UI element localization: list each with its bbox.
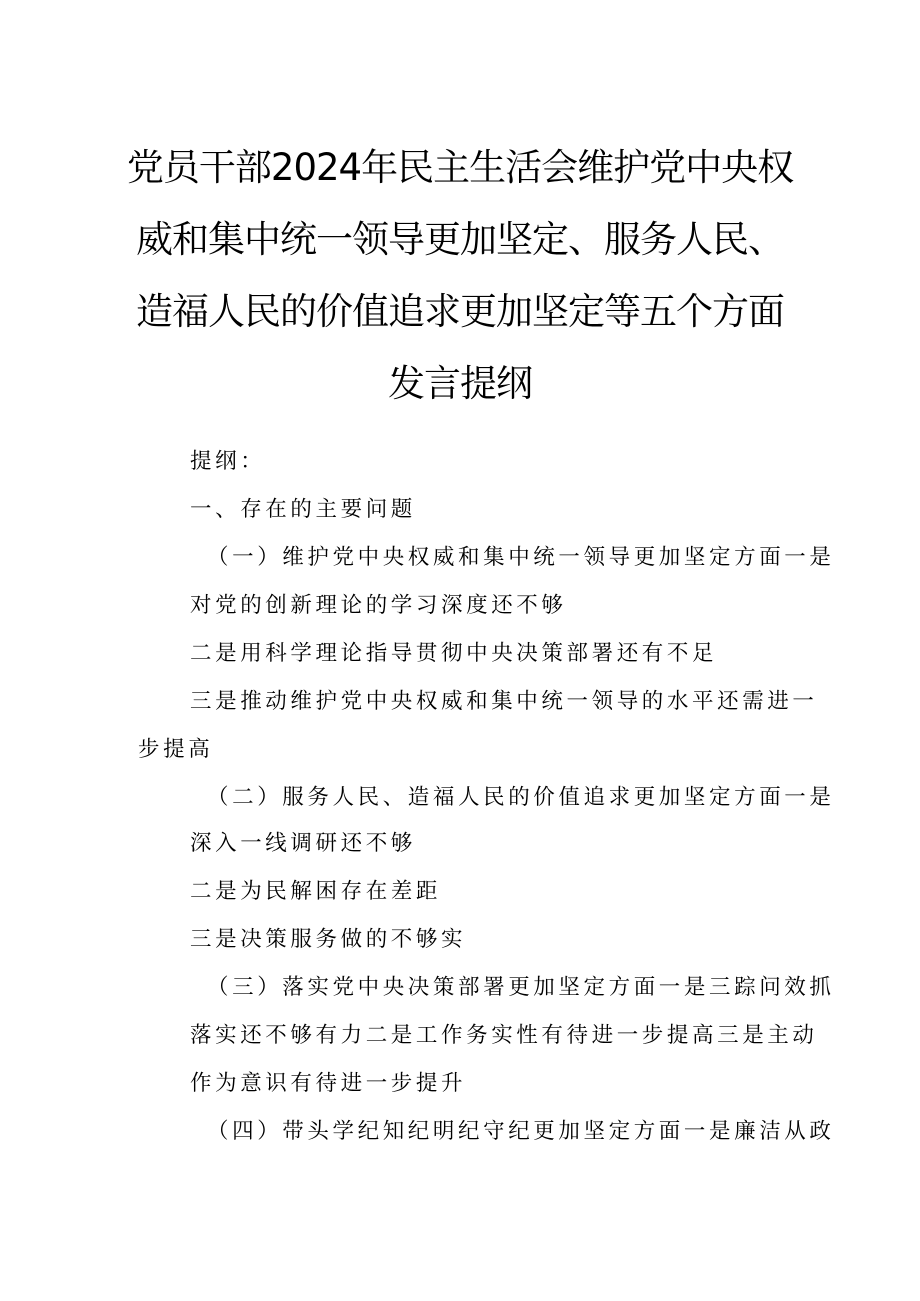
- text-line: 三是推动维护党中央权威和集中统一领导的水平还需进一: [190, 689, 818, 714]
- text-line: 二是用科学理论指导贯彻中央决策部署还有不足: [190, 641, 718, 666]
- text-line: 二是为民解困存在差距: [190, 879, 442, 904]
- subsection-heading-4: （四）带头学纪知纪明纪守纪更加坚定方面一是廉洁从政: [207, 1119, 835, 1144]
- text-line: 对党的创新理论的学习深度还不够: [190, 593, 567, 618]
- text-line: 落实还不够有力二是工作务实性有待进一步提高三是主动: [190, 1023, 818, 1048]
- subsection-heading-1: （一）维护党中央权威和集中统一领导更加坚定方面一是: [207, 545, 835, 570]
- text-line: 深入一线调研还不够: [190, 831, 416, 856]
- text-line: 步提高: [138, 737, 214, 762]
- text-line: 作为意识有待进一步提升: [190, 1071, 467, 1096]
- subsection-heading-3: （三）落实党中央决策部署更加坚定方面一是三踪问效抓: [207, 975, 835, 1000]
- document-title: 党员干部2024年民主生活会维护党中央权威和集中统一领导更加坚定、服务人民、造福人民的价值追求更加坚定等五个方面发言提纲: [126, 146, 794, 405]
- text-line: 三是决策服务做的不够实: [190, 927, 467, 952]
- outline-label: 提纲：: [190, 449, 266, 474]
- subsection-heading-2: （二）服务人民、造福人民的价值追求更加坚定方面一是: [207, 785, 835, 810]
- section-heading: 一、存在的主要问题: [190, 497, 416, 522]
